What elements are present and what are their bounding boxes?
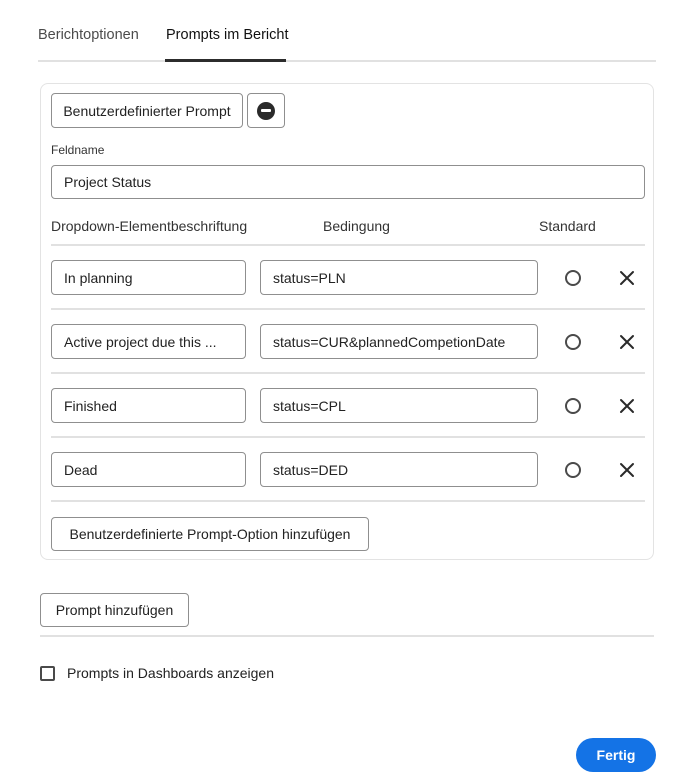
divider: [40, 635, 654, 637]
tab-report-options[interactable]: Berichtoptionen: [38, 27, 139, 43]
show-in-dashboards-option[interactable]: [40, 664, 274, 682]
option-row: [41, 388, 653, 424]
option-label-input[interactable]: Active project due this ...: [51, 324, 246, 359]
option-condition-input[interactable]: status=DED: [260, 452, 538, 487]
default-radio[interactable]: [565, 270, 581, 286]
divider: [51, 308, 645, 310]
default-radio[interactable]: [565, 462, 581, 478]
column-header-label: Dropdown-Elementbeschriftung: [51, 218, 248, 234]
divider: [51, 372, 645, 374]
close-icon[interactable]: [617, 268, 637, 288]
option-condition-input[interactable]: status=CUR&plannedCompetionDate: [260, 324, 538, 359]
option-label-input[interactable]: In planning: [51, 260, 246, 295]
close-icon[interactable]: [617, 396, 637, 416]
show-in-dashboards-checkbox[interactable]: [40, 666, 55, 681]
default-radio[interactable]: [565, 398, 581, 414]
remove-prompt-button[interactable]: [247, 93, 285, 128]
tab-prompts-in-report[interactable]: Prompts im Bericht: [166, 27, 289, 43]
done-button[interactable]: Fertig: [576, 738, 656, 772]
divider: [51, 436, 645, 438]
option-row: [41, 260, 653, 296]
option-label-input[interactable]: Finished: [51, 388, 246, 423]
prompt-type-button[interactable]: Benutzerdefinierter Prompt: [51, 93, 243, 128]
close-icon[interactable]: [617, 332, 637, 352]
show-in-dashboards-label: Prompts in Dashboards anzeigen: [67, 665, 275, 681]
option-row: [41, 452, 653, 488]
active-tab-indicator: [165, 59, 286, 62]
field-name-input[interactable]: Project Status: [51, 165, 645, 199]
option-condition-input[interactable]: status=PLN: [260, 260, 538, 295]
tab-bar: [38, 0, 656, 62]
minus-circle-icon: [257, 102, 275, 120]
divider: [51, 244, 645, 246]
close-icon[interactable]: [617, 460, 637, 480]
column-header-condition: Bedingung: [323, 218, 390, 234]
add-prompt-option-button[interactable]: Benutzerdefinierte Prompt-Option hinzufügen: [51, 517, 369, 551]
option-label-input[interactable]: Dead: [51, 452, 246, 487]
prompt-panel: [40, 83, 654, 560]
add-prompt-button[interactable]: Prompt hinzufügen: [40, 593, 189, 627]
column-header-default: Standard: [539, 218, 596, 234]
option-row: [41, 324, 653, 360]
default-radio[interactable]: [565, 334, 581, 350]
divider: [51, 500, 645, 502]
field-name-label: Feldname: [51, 143, 105, 157]
option-condition-input[interactable]: status=CPL: [260, 388, 538, 423]
